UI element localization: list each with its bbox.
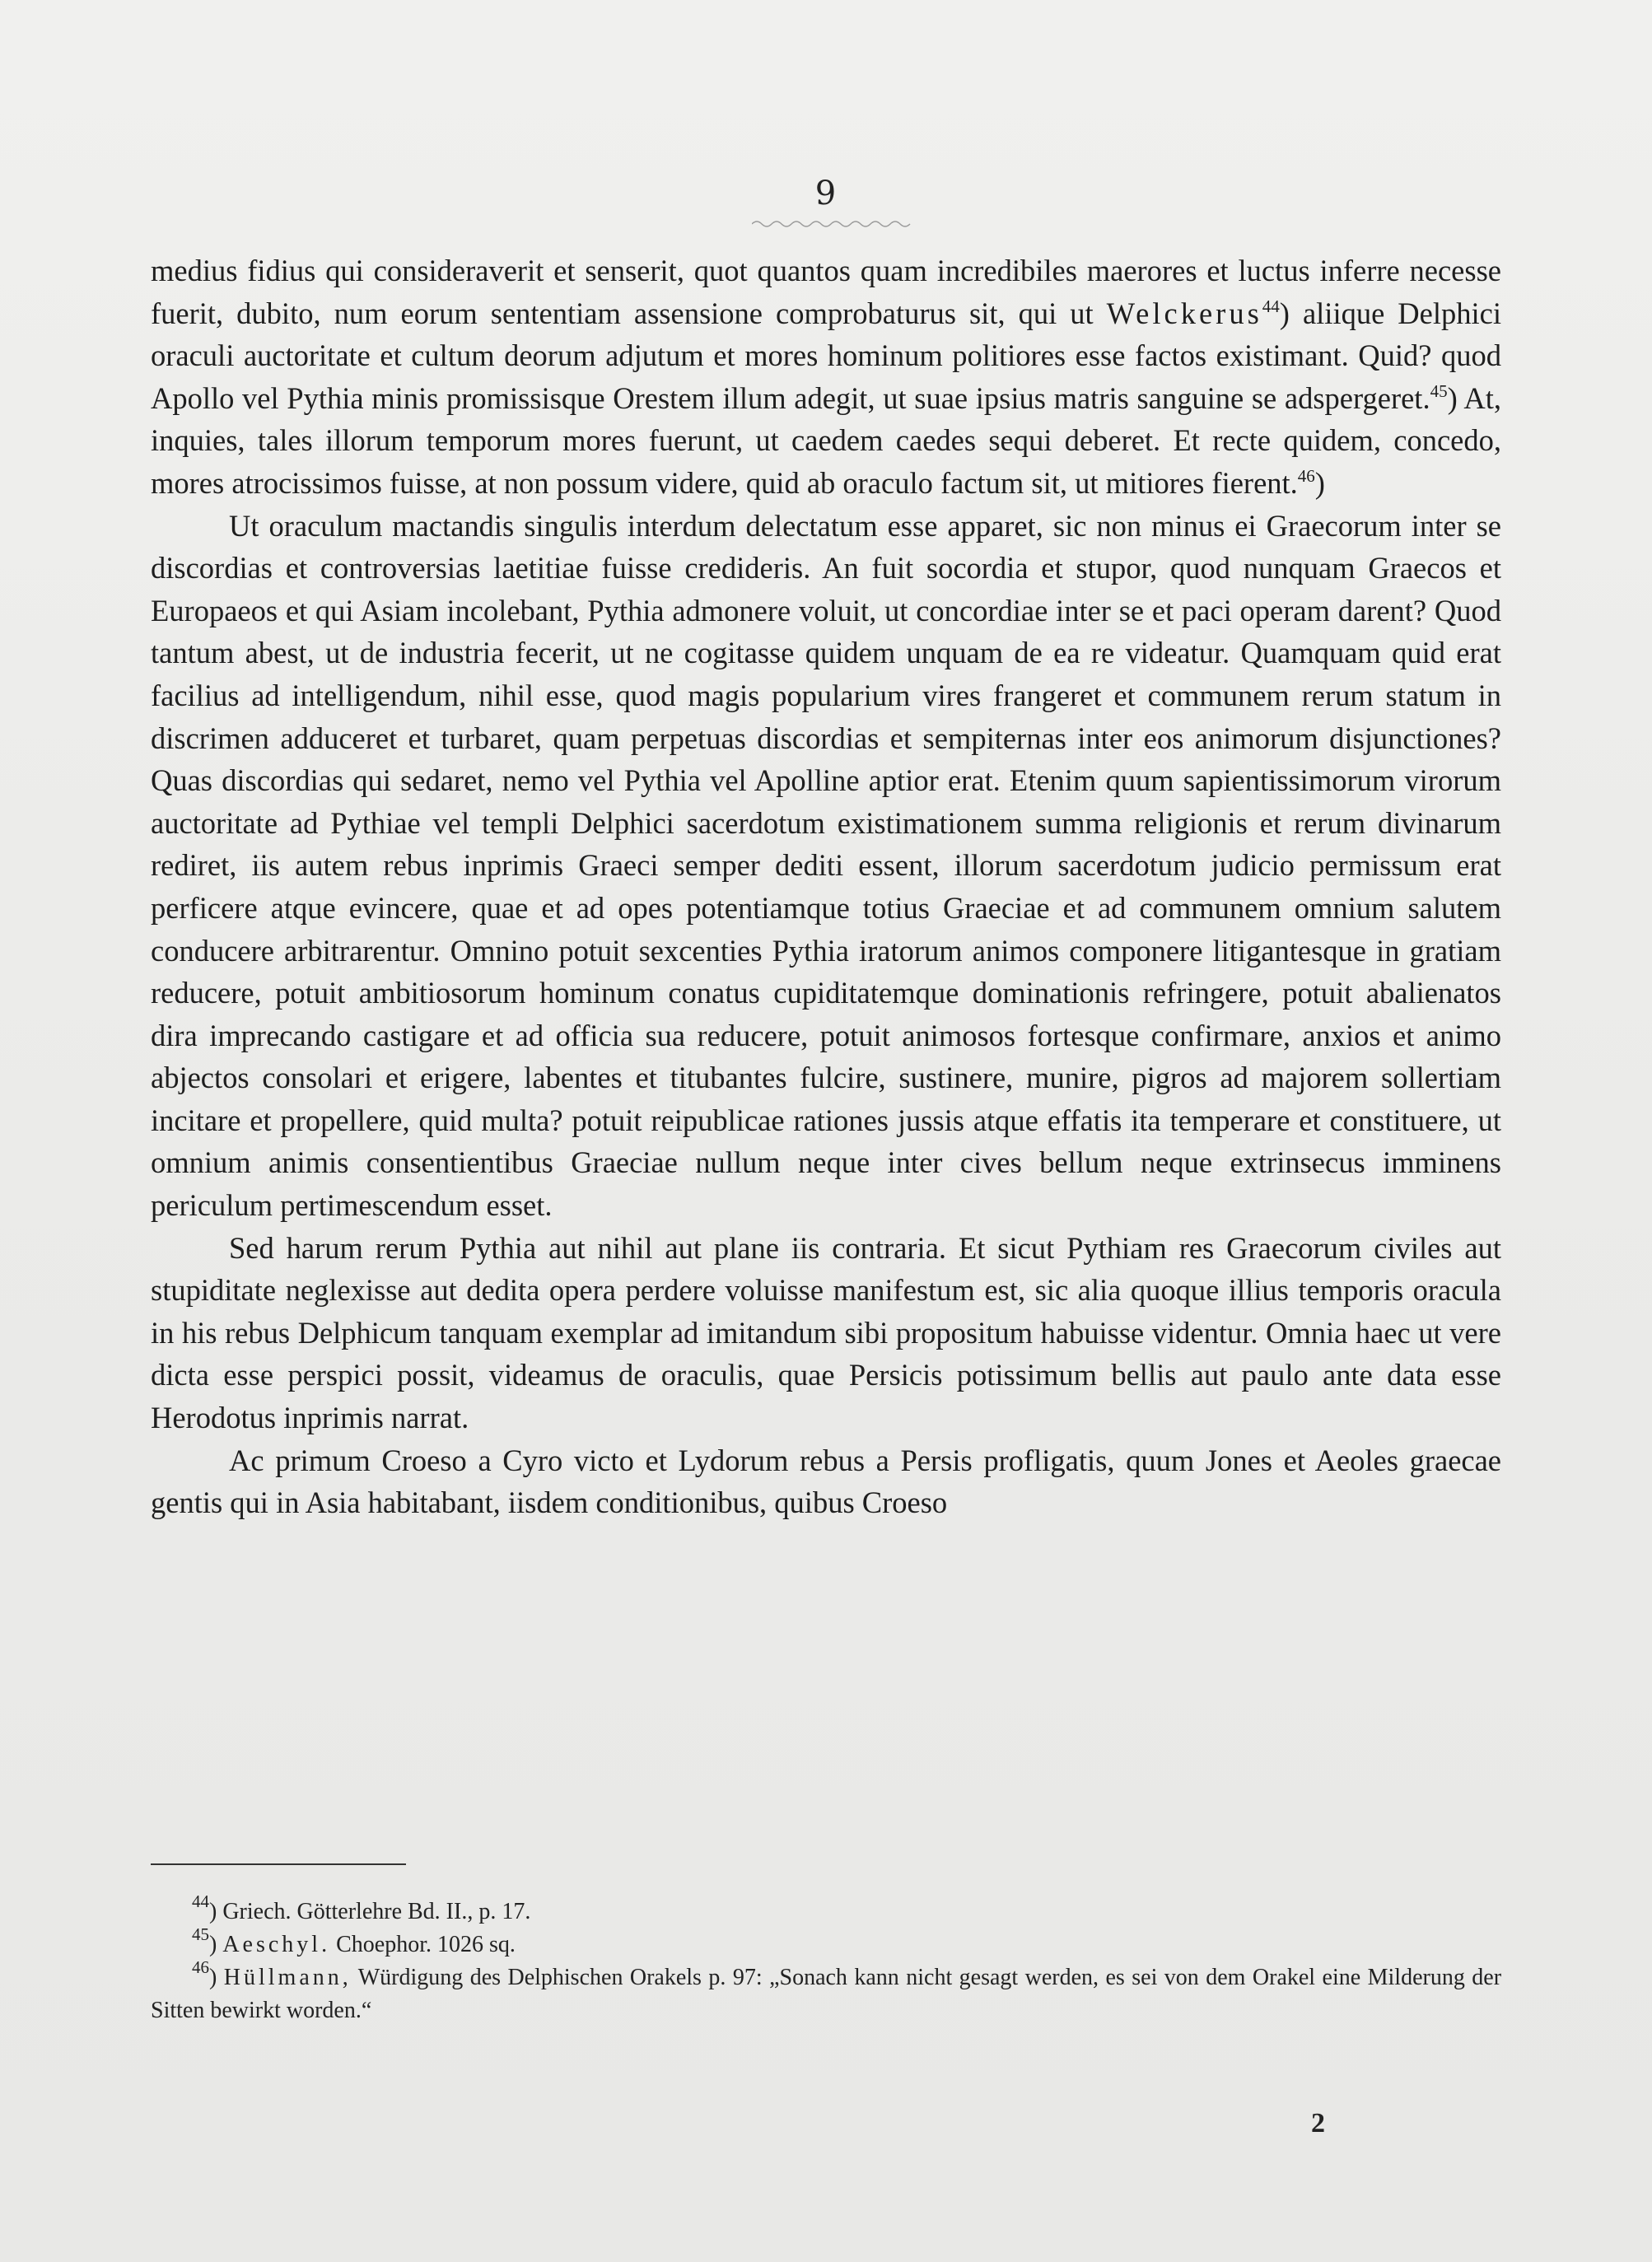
footnote-ref[interactable]: 45 — [1430, 380, 1448, 401]
footnote-46: $^{46}$) Hüllmann, Würdigung des Delphischen Orakels p. 97: „Sonach kann nicht gesagt werden, es sei von dem Orakel eine Milderung der Sitten bewirkt worden.“ — [151, 1957, 1502, 2023]
signature-mark: 2 — [1311, 2108, 1325, 2138]
footnotes — [151, 1891, 1502, 2027]
footnote-45: $^{45}$) Aeschyl. Choephor. 1026 sq. — [192, 1924, 516, 1957]
author-name: Welckerus — [1106, 296, 1262, 330]
paragraph-1: medius fidius qui consideraverit et senserit, quot quantos quam incredibiles maerores et luctus inferre necesse fuerit, dubito, num eorum sententiam assensione comprobaturus sit, qui ut Welckerus$^{44}$) aliique Delphici oraculi auctoritate et cultum deorum adjutum et mores hominum politiores esse factos existimant. Quid? quod Apollo vel Pythia minis promissisque Orestem illum adegit, ut suae ipsius matris sanguine se adspergeret.$^{45}$) At, inquies, tales illorum temporum mores fuerunt, ut caedem caedes sequi deberet. Et recte quidem, concedo, mores atrocissimos fuisse, at non possum videre, quid ab oraculo factum sit, ut mitiores fierent.$^{46}$) — [151, 254, 1501, 500]
page-number: 9 — [814, 175, 838, 212]
footnote-44: $^{44}$) Griech. Götterlehre Bd. II., p. 17. — [192, 1891, 531, 1924]
paragraph-3: Sed harum rerum Pythia aut nihil aut plane iis contraria. Et sicut Pythiam res Graecorum civiles aut stupiditate neglexisse aut dedita opera perdere voluisse manifestum est, sic alia quoque illius temporis oracula in his rebus Delphicum tanquam exemplar ad imitandum sibi propositum habuisse videntur. Omnia haec ut vere dicta esse perspici possit, videamus de oraculis, quae Persicis potissimum bellis aut paulo ante data esse Herodotus inprimis narrat. — [151, 1230, 1501, 1435]
header-ornament — [752, 217, 917, 229]
body-text — [151, 250, 1501, 1524]
footnote-divider — [151, 1863, 406, 1865]
footnote-ref[interactable]: 44 — [1262, 296, 1280, 316]
paragraph-2: Ut oraculum mactandis singulis interdum delectatum esse apparet, sic non minus ei Graecorum inter se discordias et controversias laetitiae fuisse credideris. An fuit socordia et stupor, quod nunquam Graecos et Europaeos et qui Asiam incolebant, Pythia admonere voluit, ut concordiae inter se et paci operam darent? Quod tantum abest, ut de industria fecerit, ut ne cogitasse quidem unquam de ea re videatur. Quamquam quid erat facilius ad intelligendum, nihil esse, quod magis popularium vires frangeret et communem rerum statum in discrimen adduceret et turbaret, quam perpetuas discordias et sempiternas inter eos animorum disjunctiones? Quas discordias qui sedaret, nemo vel Pythia vel Apolline aptior erat. Etenim quum sapientissimorum virorum auctoritate ad Pythiae vel templi Delphici sacerdotum existimationem summa religionis et rerum divinarum rediret, iis autem rebus inprimis Graeci semper dediti essent, illorum sacerdotum judicio permissum erat perficere atque evincere, quae et ad opes potentiamque totius Graeciae et ad communem omnium salutem conducere arbitrarentur. Omnino potuit sexcenties Pythia iratorum animos componere litigantesque in gratiam reducere, potuit ambitiosorum hominum conatus cupiditatemque dominationis refringere, potuit abalienatos dira imprecando castigare et ad officia sua reducere, potuit animosos fortesque confirmare, anxios et animo abjectos consolari et erigere, labentes et titubantes fulcire, sustinere, munire, pigros ad majorem sollertiam incitare et propellere, quid multa? potuit reipublicae rationes jussis atque effatis ita temperare et constituere, ut omnium animis consentientibus Graeciae nullum neque inter cives bellum neque extrinsecus imminens periculum pertimescendum esset. — [151, 508, 1501, 1223]
paragraph-4: Ac primum Croeso a Cyro victo et Lydorum rebus a Persis profligatis, quum Jones et Aeoles graecae gentis qui in Asia habitabant, iisdem conditionibus, quibus Croeso — [151, 1443, 1501, 1520]
footnote-ref[interactable]: 46 — [1297, 465, 1315, 486]
